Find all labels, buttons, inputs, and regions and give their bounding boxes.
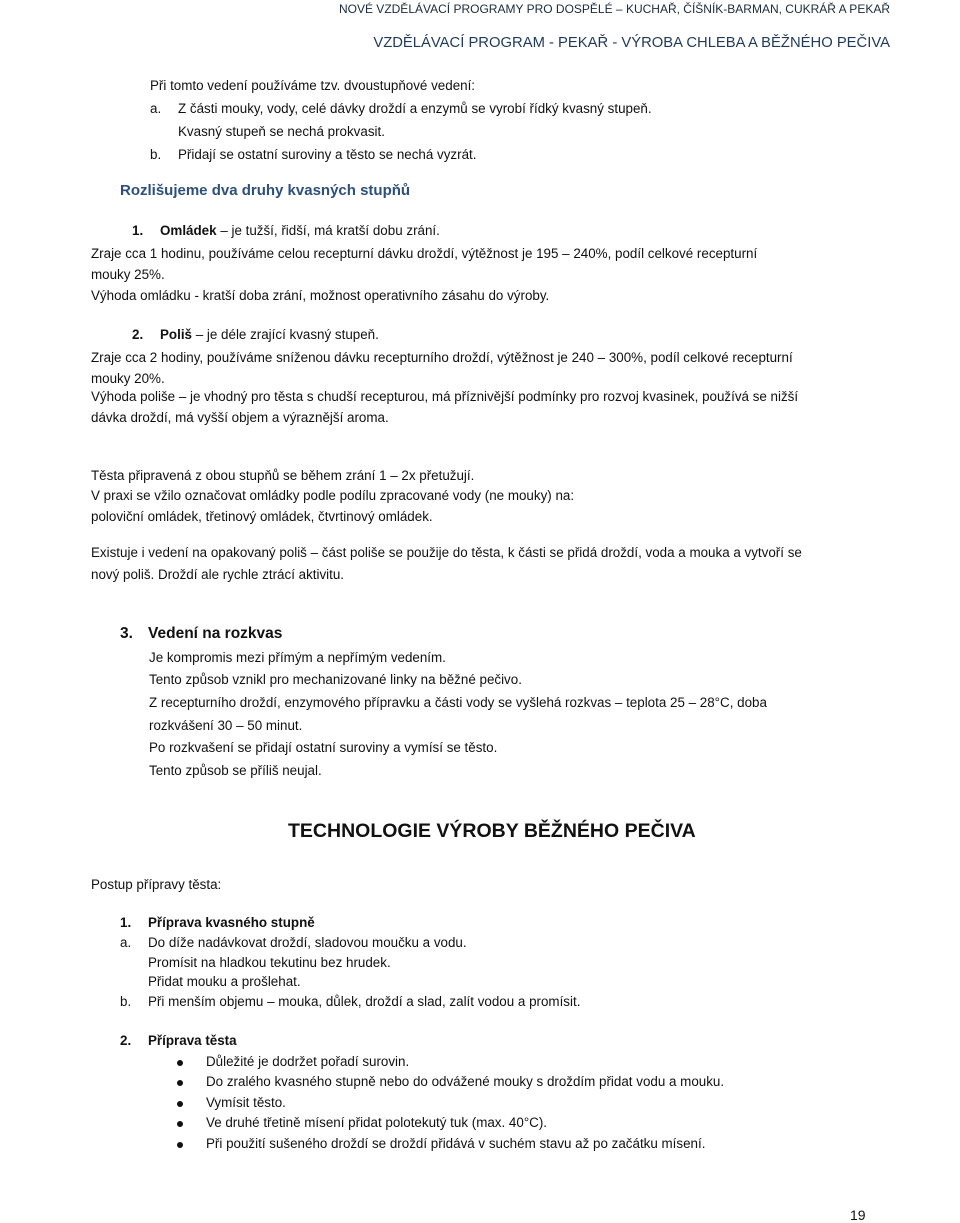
para2-line: Existuje i vedení na opakovaný poliš – část poliše se použije do těsta, k části se přidá droždí, voda a mouka a vytvoří se bbox=[91, 545, 802, 560]
bullet-icon bbox=[177, 1080, 183, 1086]
section3-title: Vedení na rozkvas bbox=[148, 625, 283, 642]
item2-line: mouky 20%. bbox=[91, 371, 165, 386]
section3-line: Po rozkvašení se přidají ostatní suroviny a vymísí se těsto. bbox=[149, 740, 498, 755]
item1-line: Zraje cca 1 hodinu, používáme celou recepturní dávku droždí, výtěžnost je 195 – 240%, podíl celkové recepturní bbox=[91, 246, 758, 261]
step1-b-line: Při menším objemu – mouka, důlek, droždí a slad, zalít vodou a promísit. bbox=[148, 994, 581, 1009]
intro-b-text: Přidají se ostatní suroviny a těsto se nechá vyzrát. bbox=[178, 147, 477, 162]
postup-label: Postup přípravy těsta: bbox=[91, 877, 222, 892]
step1-a-line: Promísit na hladkou tekutinu bez hrudek. bbox=[148, 955, 391, 970]
para1-line: Těsta připravená z obou stupňů se během zrání 1 – 2x přetužují. bbox=[91, 468, 475, 483]
section3-number: 3. bbox=[120, 625, 133, 642]
bullet-item: Důležité je dodržet pořadí surovin. bbox=[206, 1054, 410, 1069]
item1-definition: – je tužší, řidší, má kratší dobu zrání. bbox=[220, 223, 440, 238]
technology-title: TECHNOLOGIE VÝROBY BĚŽNÉHO PEČIVA bbox=[288, 820, 696, 842]
intro-b-marker: b. bbox=[150, 147, 162, 162]
para1-line: V praxi se vžilo označovat omládky podle podílu zpracované vody (ne mouky) na: bbox=[91, 488, 575, 503]
bullet-icon bbox=[177, 1101, 183, 1107]
header-program-line: NOVÉ VZDĚLÁVACÍ PROGRAMY PRO DOSPĚLÉ – KUCHAŘ, ČÍŠNÍK-BARMAN, CUKRÁŘ A PEKAŘ bbox=[338, 2, 890, 16]
step1-a-marker: a. bbox=[120, 935, 132, 950]
item1-line: Výhoda omládku - kratší doba zrání, možnost operativního zásahu do výroby. bbox=[91, 288, 550, 303]
step1-a-line: Do díže nadávkovat droždí, sladovou moučku a vodu. bbox=[148, 935, 467, 950]
bullet-item: Ve druhé třetině mísení přidat polotekutý tuk (max. 40°C). bbox=[206, 1115, 548, 1130]
para2-line: nový poliš. Droždí ale rychle ztrácí aktivitu. bbox=[91, 567, 345, 582]
step2-title: Příprava těsta bbox=[148, 1033, 237, 1048]
item2-number: 2. bbox=[132, 327, 144, 342]
item2-line: Zraje cca 2 hodiny, používáme sníženou dávku recepturního droždí, výtěžnost je 240 – 300%, podíl celkové recepturní bbox=[91, 350, 793, 365]
bullet-icon bbox=[177, 1121, 183, 1127]
section3-line: Z recepturního droždí, enzymového přípravku a části vody se vyšlehá rozkvas – teplota 25 – 28°C, doba bbox=[149, 695, 767, 710]
step2-number: 2. bbox=[120, 1033, 132, 1048]
bullet-item: Vymísit těsto. bbox=[206, 1095, 286, 1110]
item2-term: Poliš bbox=[160, 327, 192, 342]
intro-a-text: Z části mouky, vody, celé dávky droždí a enzymů se vyrobí řídký kvasný stupeň. bbox=[178, 101, 652, 116]
intro-line: Při tomto vedení používáme tzv. dvoustupňové vedení: bbox=[150, 78, 476, 93]
kvasne-heading: Rozlišujeme dva druhy kvasných stupňů bbox=[120, 182, 411, 199]
item2-line: Výhoda poliše – je vhodný pro těsta s chudší recepturou, má příznivější podmínky pro rozvoj kvasinek, používá se nižší bbox=[91, 389, 799, 404]
bullet-item: Při použití sušeného droždí se droždí přidává v suchém stavu až po začátku mísení. bbox=[206, 1136, 706, 1151]
item1-number: 1. bbox=[132, 223, 144, 238]
item2-line: dávka droždí, má vyšší objem a výraznější aroma. bbox=[91, 410, 389, 425]
step1-a-line: Přidat mouku a prošlehat. bbox=[148, 974, 301, 989]
step1-b-marker: b. bbox=[120, 994, 132, 1009]
page-number: 19 bbox=[850, 1207, 866, 1223]
section3-line: Je kompromis mezi přímým a nepřímým vedením. bbox=[149, 650, 446, 665]
item1-line: mouky 25%. bbox=[91, 267, 165, 282]
section3-line: Tento způsob vznikl pro mechanizované linky na běžné pečivo. bbox=[149, 672, 522, 687]
bullet-item: Do zralého kvasného stupně nebo do odvážené mouky s droždím přidat vodu a mouku. bbox=[206, 1074, 725, 1089]
step1-number: 1. bbox=[120, 915, 132, 930]
header-title: VZDĚLÁVACÍ PROGRAM - PEKAŘ - VÝROBA CHLEBA A BĚŽNÉHO PEČIVA bbox=[373, 35, 890, 51]
intro-a-marker: a. bbox=[150, 101, 162, 116]
item2-title bbox=[160, 327, 379, 342]
item1-term: Omládek bbox=[160, 223, 217, 238]
bullet-icon bbox=[177, 1060, 183, 1066]
item2-definition: – je déle zrající kvasný stupeň. bbox=[195, 327, 379, 342]
section3-line: rozkvášení 30 – 50 minut. bbox=[149, 718, 303, 733]
section3-line: Tento způsob se příliš neujal. bbox=[149, 763, 322, 778]
item1-title bbox=[160, 223, 440, 238]
intro-a-text-cont: Kvasný stupeň se nechá prokvasit. bbox=[178, 124, 385, 139]
step1-title: Příprava kvasného stupně bbox=[148, 915, 315, 930]
para1-line: poloviční omládek, třetinový omládek, čtvrtinový omládek. bbox=[91, 509, 433, 524]
bullet-icon bbox=[177, 1142, 183, 1148]
